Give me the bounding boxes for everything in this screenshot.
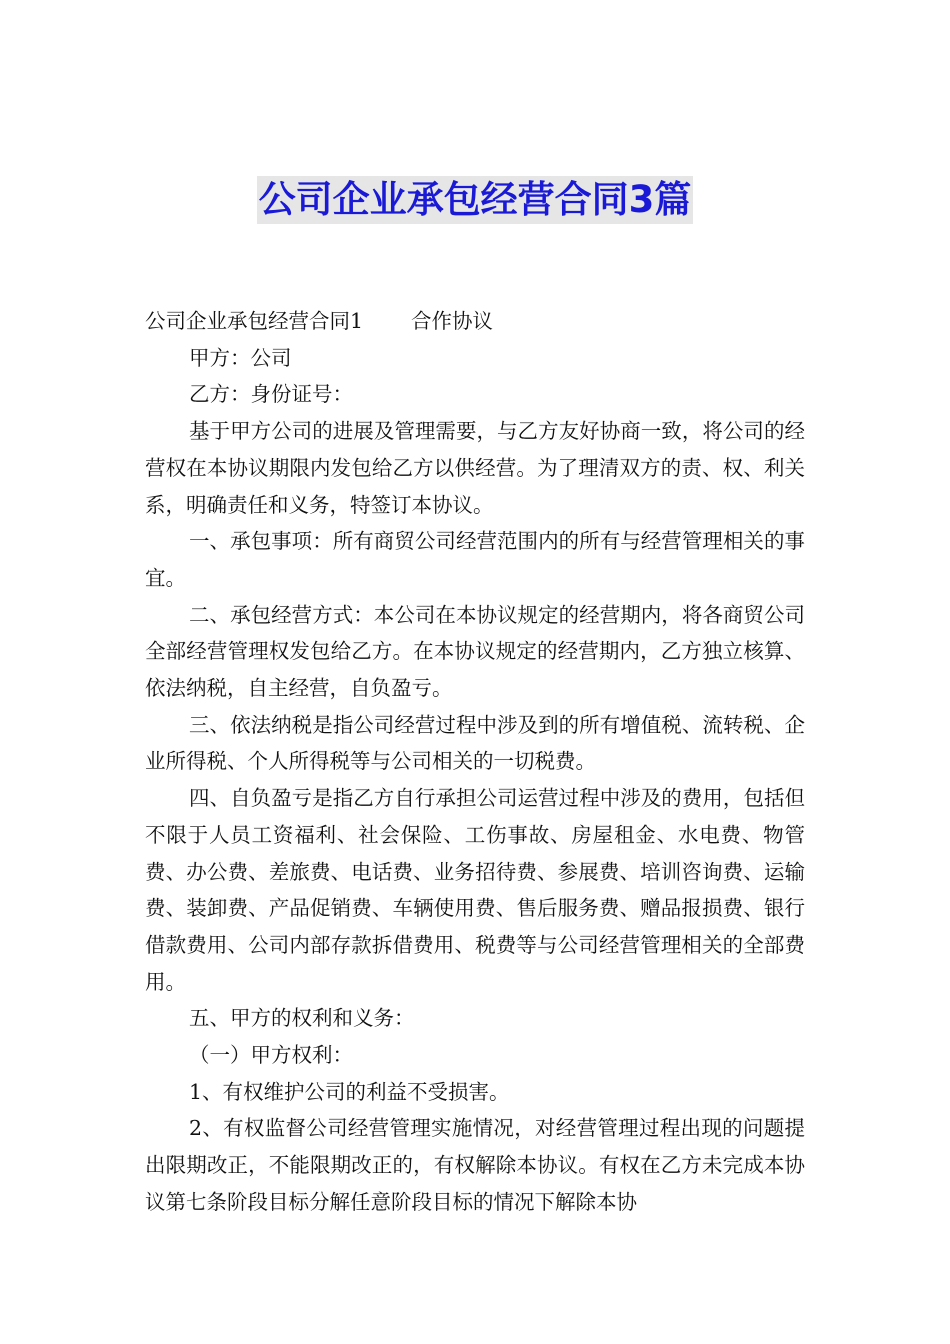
title-container	[0, 176, 950, 224]
paragraph: 甲方：公司	[189, 345, 292, 370]
paragraph: 2、有权监督公司经营管理实施情况，对经营管理过程出现的问题提出限期改正，不能限期改正的，有权解除本协议。有权在乙方未完成本协议第七条阶段目标分解任意阶段目标的情况下解除本协	[145, 1116, 805, 1214]
paragraph: 一、承包事项：所有商贸公司经营范围内的所有与经营管理相关的事宜。	[145, 529, 805, 590]
document-body	[145, 303, 805, 1221]
document-title: 公司企业承包经营合同3篇	[257, 176, 694, 224]
paragraph: 乙方：身份证号：	[189, 382, 353, 407]
paragraph: 1、有权维护公司的利益不受损害。	[189, 1079, 510, 1104]
paragraph: 五、甲方的权利和义务：	[189, 1006, 415, 1031]
section-subheading: 合作协议	[411, 309, 494, 333]
paragraph: 四、自负盈亏是指乙方自行承担公司运营过程中涉及的费用，包括但不限于人员工资福利、社会保险、工伤事故、房屋租金、水电费、物管费、办公费、差旅费、电话费、业务招待费、参展费、培训咨询费、运输费、装卸费、产品促销费、车辆使用费、售后服务费、赠品报损费、银行借款费用、公司内部存款拆借费用、税费等与公司经营管理相关的全部费用。	[145, 786, 805, 994]
paragraph: 二、承包经营方式：本公司在本协议规定的经营期内，将各商贸公司全部经营管理权发包给乙方。在本协议规定的经营期内，乙方独立核算、依法纳税，自主经营，自负盈亏。	[145, 602, 805, 701]
paragraph: （一）甲方权利：	[189, 1043, 353, 1068]
paragraph: 三、依法纳税是指公司经营过程中涉及到的所有增值税、流转税、企业所得税、个人所得税等与公司相关的一切税费。	[145, 712, 805, 774]
section-heading-line	[145, 303, 805, 340]
section-heading: 公司企业承包经营合同1	[145, 309, 364, 333]
paragraph: 基于甲方公司的进展及管理需要，与乙方友好协商一致，将公司的经营权在本协议期限内发包给乙方以供经营。为了理清双方的责、权、利关系，明确责任和义务，特签订本协议。	[145, 419, 805, 517]
